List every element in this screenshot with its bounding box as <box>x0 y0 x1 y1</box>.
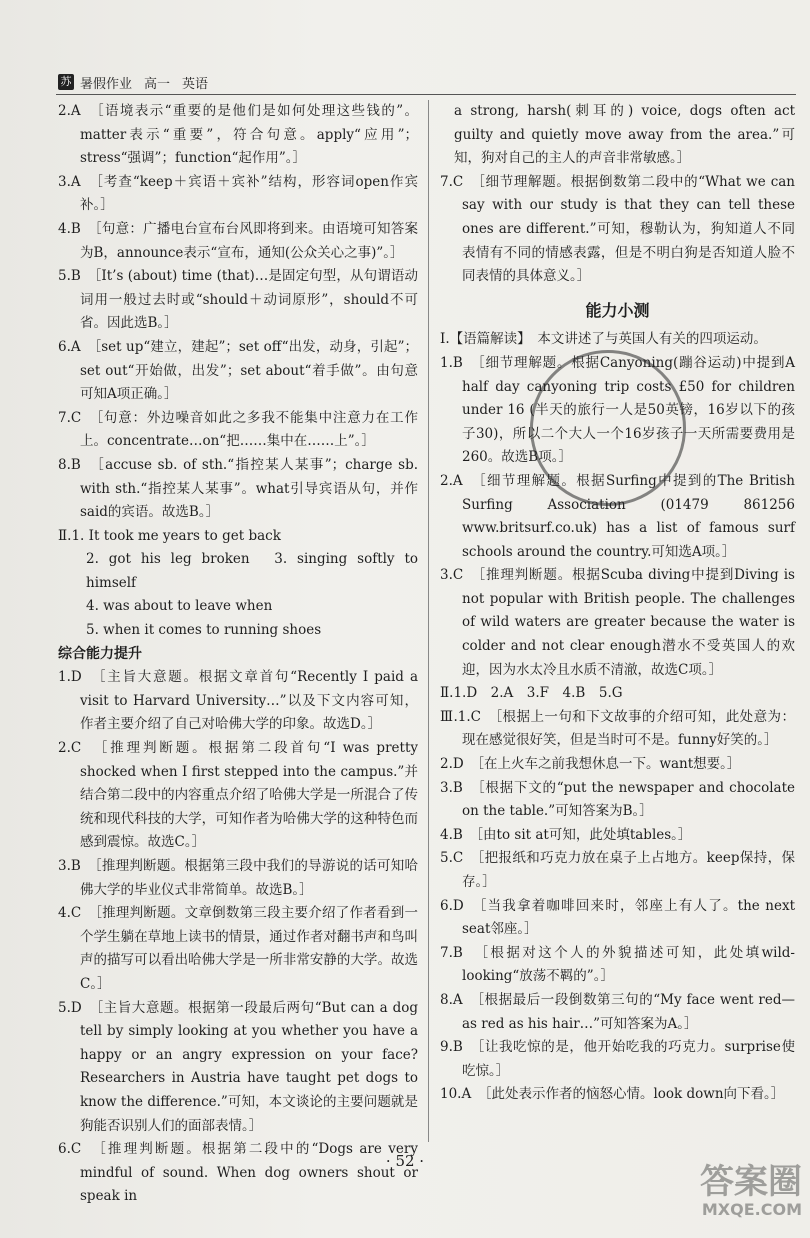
grade-label: 高一 <box>144 76 171 92</box>
answer-item: 2.A ［语境表示“重要的是他们是如何处理这些钱的”。matter表示“重要”，符合句意。apply“应用”；stress“强调”；function“起作用”。］ <box>58 103 418 167</box>
continued-text: a strong, harsh(刺耳的) voice, dogs often act guilty and quietly move away from the area.”可知，狗对自己的主人的声音非常敏感。］ <box>454 103 795 167</box>
part1-reading-note: Ⅰ.【语篇解读】 本文讲述了与英国人有关的四项运动。 <box>440 331 767 348</box>
book-title: 暑假作业 <box>80 76 133 92</box>
answer-item: 4.B ［句意：广播电台宣布台风即将到来。由语境可知答案为B，announce表示“宣布，通知(公众关心之事)”。］ <box>58 220 418 261</box>
answer-item: 1.B ［细节理解题。根据Canyoning(蹦谷运动)中提到A half day canyoning trip costs £50 for children under 16 (半天的旅行一人是50英镑，16岁以下的孩子30)，所以二个大人一个16岁孩子一天所需要费用是260。故选B项。］ <box>440 354 795 466</box>
answer-item: 4.C ［推理判断题。文章倒数第三段主要介绍了作者看到一个学生躺在草地上读书的情景，通过作者对翻书声和鸟叫声的描写可以看出哈佛大学是一所非常安静的大学。故选C。］ <box>58 905 418 992</box>
province-badge: 苏 <box>58 74 74 90</box>
answer-item: 6.C ［推理判断题。根据第二段中的“Dogs are very mindful of sound. When dog owners shout or speak in <box>58 1141 418 1205</box>
left-column <box>58 100 418 1209</box>
answer-item: 3.C ［推理判断题。根据Scuba diving中提到Diving is not popular with British people. The challenges of wild waters are greater because the water is colder and not clear enough潜水不受英国人的欢迎，因为水太冷且水质不清澈，故选C项。］ <box>440 567 795 678</box>
answer-item: 10.A ［此处表示作者的恼怒心情。look down向下看。］ <box>440 1086 785 1103</box>
answer-item: 6.D ［当我拿着咖啡回来时，邻座上有人了。the next seat邻座。］ <box>440 897 795 938</box>
running-header <box>58 72 208 92</box>
answer-item: 8.B ［accuse sb. of sth.“指控某人某事”；charge sb. with sth.“指控某人某事”。what引导宾语从句，并作said的宾语。故选B。］ <box>58 456 418 521</box>
answer-item: 2.A ［细节理解题。根据Surfing中提到的The British Surfing Association (01479 861256 www.britsurf.co.uk) has a list of famous surf schools around the country.可知选A项。］ <box>440 472 795 560</box>
part2-answers: Ⅱ.1.D 2.A 3.F 4.B 5.G <box>440 685 623 702</box>
subject-label: 英语 <box>182 76 209 92</box>
part2-head: Ⅱ.1. It took me years to get back <box>58 527 281 544</box>
right-column <box>440 100 795 1107</box>
section-title-ability-test: 能力小测 <box>585 300 650 320</box>
answer-item: 5.B ［It’s (about) time (that)…是固定句型，从句谓语动词用一般过去时或“should＋动词原形”，should不可省。因此选B。］ <box>58 268 418 332</box>
watermark-logo <box>672 1164 802 1224</box>
answer-item: Ⅲ.1.C ［根据上一句和下文故事的介绍可知，此处意为：现在感觉很好笑，但是当时可不是。funny好笑的。］ <box>440 708 795 749</box>
part2-row: 4. was about to leave when <box>86 598 273 615</box>
page-number: · 52 · <box>385 1152 425 1170</box>
answer-item: 9.B ［让我吃惊的是，他开始吃我的巧克力。surprise使吃惊。］ <box>440 1039 795 1079</box>
answer-item: 1.D ［主旨大意题。根据文章首句“Recently I paid a visit to Harvard University…”以及下文内容可知，作者主要介绍了自己对哈佛大学的印象。故选D。］ <box>58 669 418 733</box>
answer-item: 7.B ［根据对这个人的外貌描述可知，此处填wild-looking“放荡不羁的”。］ <box>440 944 795 985</box>
answer-item: 2.D ［在上火车之前我想休息一下。want想要。］ <box>440 756 741 773</box>
answer-item: 2.C ［推理判断题。根据第二段首句“I was pretty shocked when I first stepped into the campus.”并结合第二段中的内容重点介绍了哈佛大学是一所混合了传统和现代科技的大学，可知作者为哈佛大学的这种特色而感到震惊。故选C。］ <box>58 740 418 851</box>
answer-item: 5.C ［把报纸和巧克力放在桌子上占地方。keep保持，保存。］ <box>440 850 795 890</box>
watermark-logo-url: MXQE.COM <box>701 1200 802 1219</box>
answer-item: 7.C ［细节理解题。根据倒数第二段中的“What we can say with our study is that they can tell these ones are different.”可知，穆勒认为，狗知道人不同表情有不同的情感表露，但是不明白狗是否知道人脸不同表情的具体意义。］ <box>440 173 795 285</box>
column-divider <box>428 100 429 1142</box>
answer-item: 5.D ［主旨大意题。根据第一段最后两句“But can a dog tell by simply looking at you whether you have a happy or an angry expression on your face? Researchers in Austria have taught pet dogs to know the difference.”可知，本文谈论的主要问题就是狗能否识别人们的面部表情。］ <box>58 999 418 1134</box>
answer-item: 6.A ［set up“建立，建起”；set off“出发，动身，引起”；set out“开始做，出发”；set about“着手做”。由句意可知A项正确。］ <box>58 338 418 403</box>
section-title-comprehensive: 综合能力提升 <box>58 645 142 662</box>
answer-item: 8.A ［根据最后一段倒数第三句的“My face went red—as red as his hair…”可知答案为A。］ <box>440 991 795 1032</box>
part2-row: 2. got his leg broken 3. singing softly to himself <box>86 551 418 591</box>
answer-item: 4.B ［由to sit at可知，此处填tables。］ <box>440 826 692 843</box>
watermark-logo-text: 答案圈 <box>700 1162 802 1202</box>
answer-item: 3.A ［考查“keep＋宾语＋宾补”结构，形容词open作宾补。］ <box>58 173 418 214</box>
answer-item: 3.B ［推理判断题。根据第三段中我们的导游说的话可知哈佛大学的毕业仪式非常简单。故选B。］ <box>58 858 418 898</box>
header-rule <box>56 94 796 95</box>
answer-item: 3.B ［根据下文的“put the newspaper and chocolate on the table.”可知答案为B。］ <box>440 779 795 820</box>
answer-item: 7.C ［句意：外边噪音如此之多我不能集中注意力在工作上。concentrate…on“把……集中在……上”。］ <box>58 409 418 450</box>
part2-row: 5. when it comes to running shoes <box>86 622 322 639</box>
